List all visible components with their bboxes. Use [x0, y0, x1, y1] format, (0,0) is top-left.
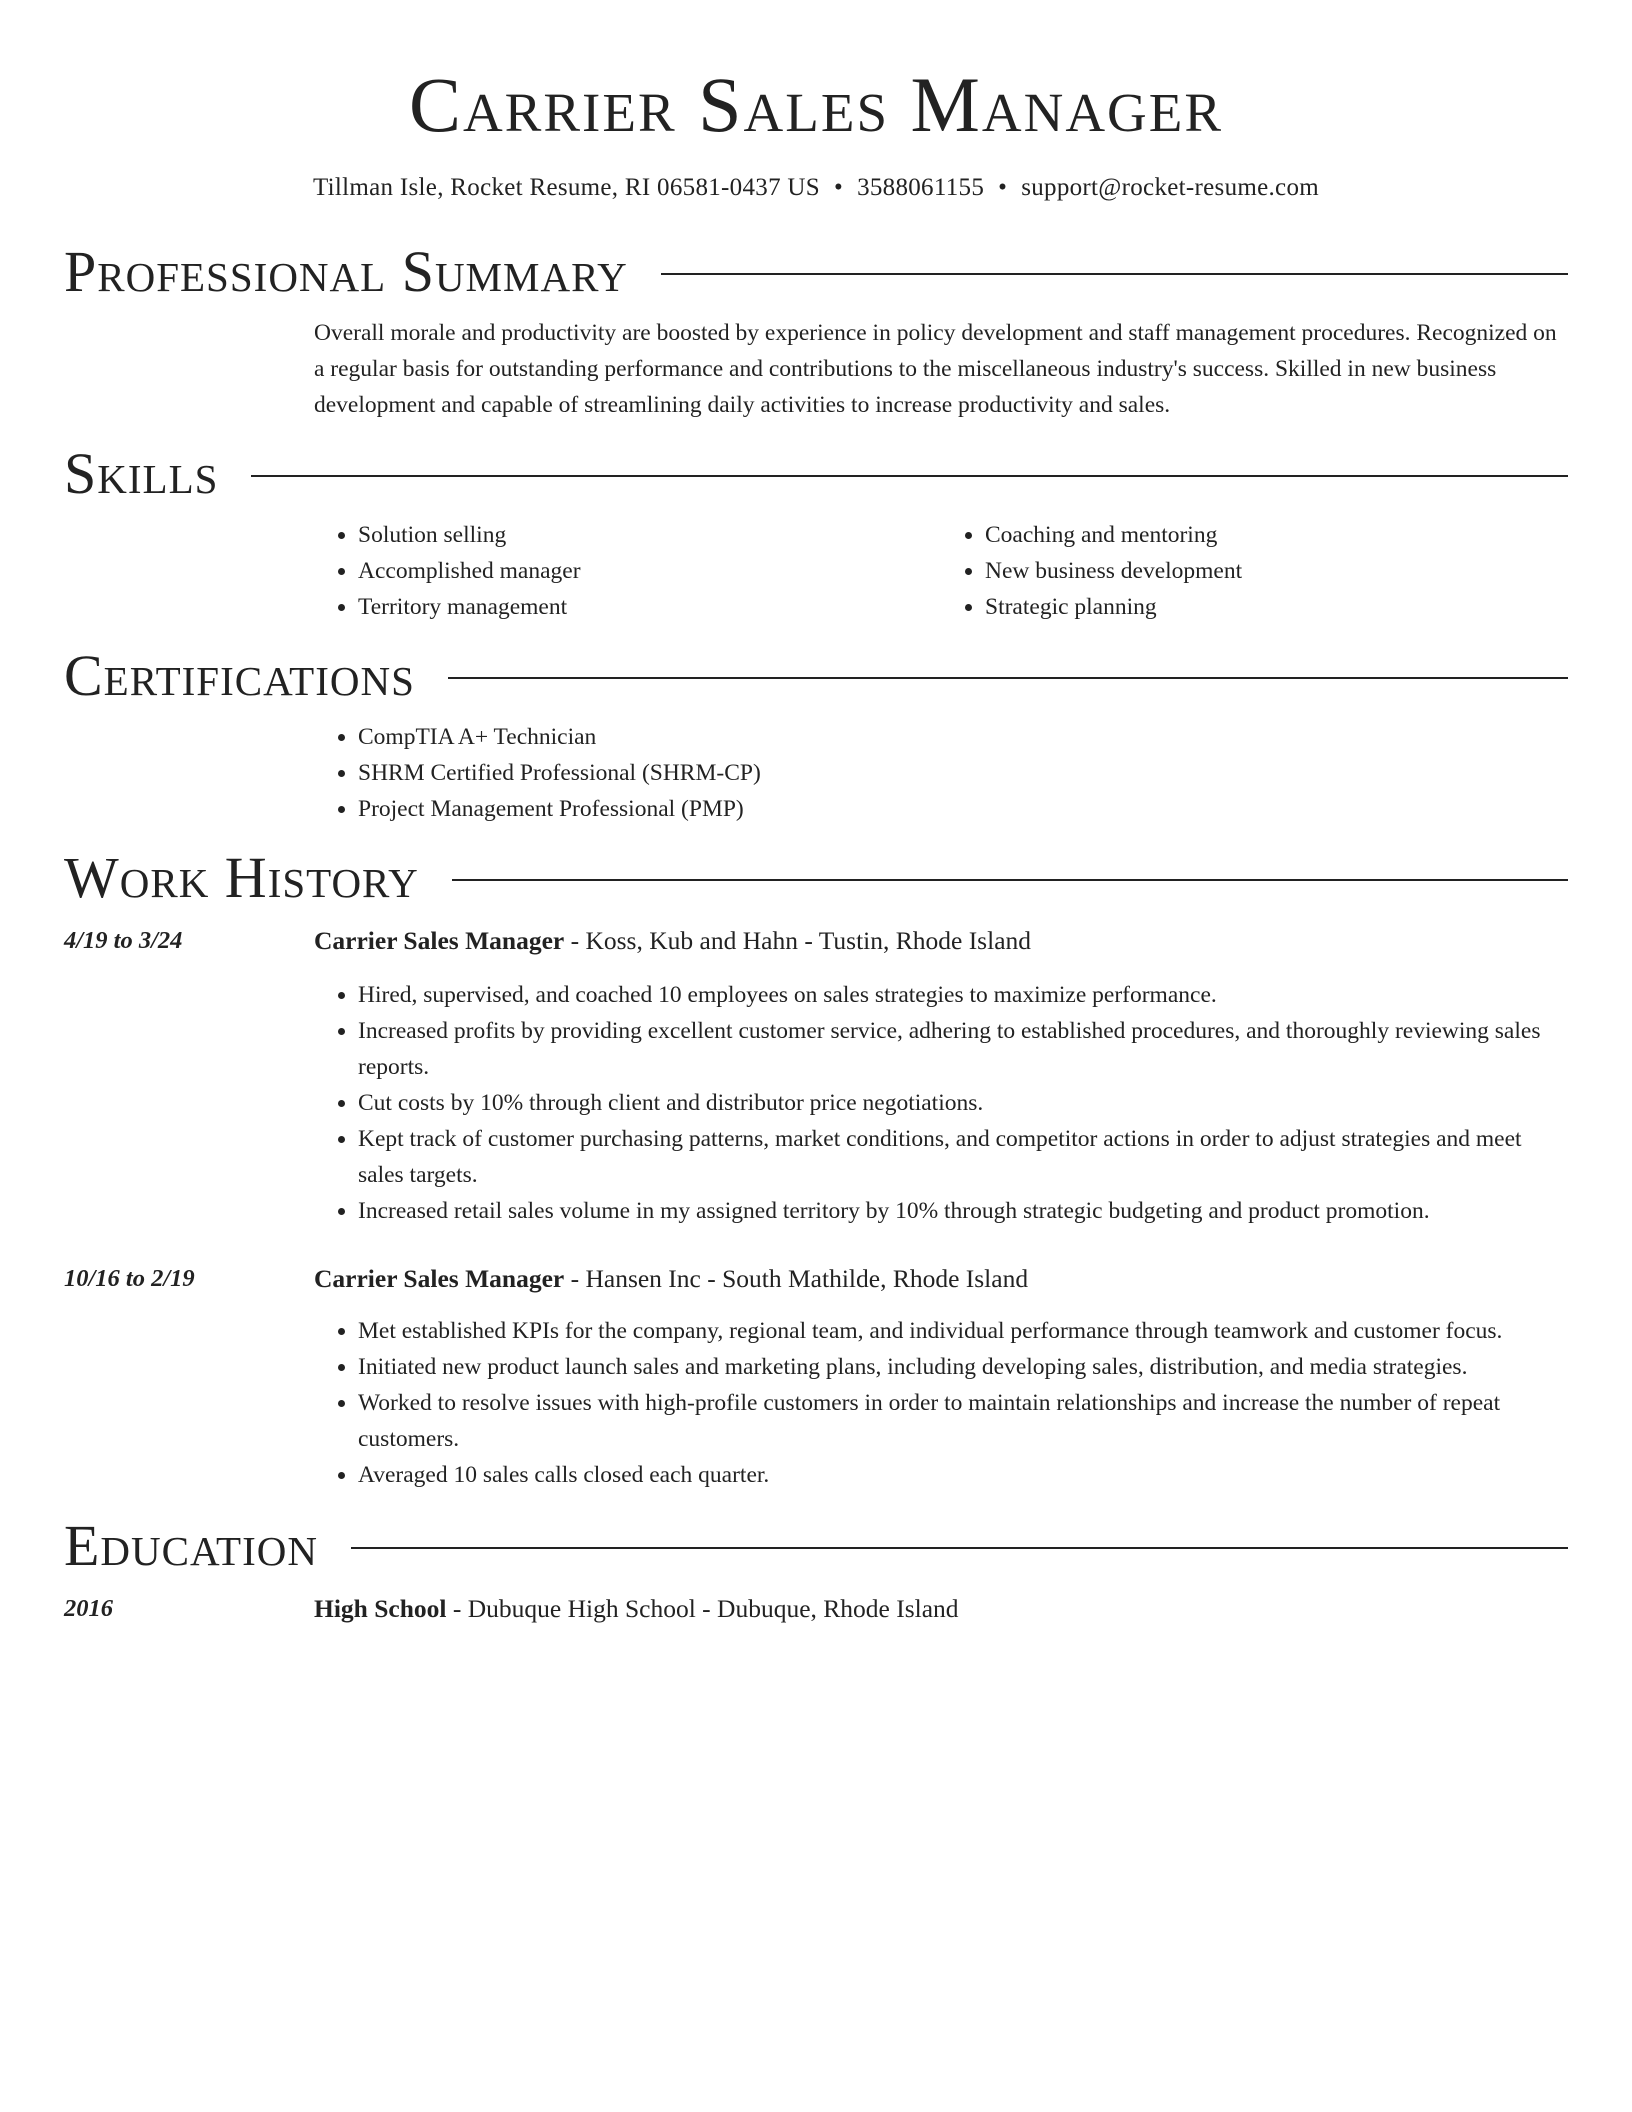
contact-phone: 3588061155 — [857, 174, 985, 201]
skills-section — [64, 443, 1568, 625]
job-entry — [64, 1261, 1568, 1493]
contact-separator: • — [834, 174, 844, 201]
work-history-title: Work History — [64, 845, 419, 910]
job-entry — [64, 923, 1568, 1229]
job-company: - Koss, Kub and Hahn - Tustin, Rhode Island — [564, 926, 1032, 955]
skill-item: • Solution selling — [358, 517, 941, 553]
section-divider — [351, 1547, 1568, 1549]
section-divider — [448, 677, 1568, 679]
job-bullet: • Hired, supervised, and coached 10 employees on sales strategies to maximize performance. — [358, 977, 1568, 1013]
job-bullet: • Worked to resolve issues with high-profile customers in order to maintain relationships and increase the number of repeat customers. — [358, 1385, 1568, 1457]
education-section — [64, 1515, 1568, 1627]
summary-section — [64, 241, 1568, 423]
certifications-section — [64, 645, 1568, 827]
education-entry — [64, 1591, 1568, 1627]
certification-item: • Project Management Professional (PMP) — [358, 791, 1568, 827]
certification-item: • SHRM Certified Professional (SHRM-CP) — [358, 755, 1568, 791]
certifications-title: Certifications — [64, 643, 415, 708]
education-heading — [314, 1591, 959, 1627]
job-heading — [314, 1261, 1028, 1297]
summary-title: Professional Summary — [64, 239, 628, 304]
contact-address: Tillman Isle, Rocket Resume, RI 06581-0437 US — [312, 174, 820, 201]
education-year: 2016 — [64, 1595, 113, 1622]
job-bullets — [314, 1313, 1568, 1493]
skills-header — [64, 443, 1568, 505]
certification-item: • CompTIA A+ Technician — [358, 719, 1568, 755]
job-bullet: • Cut costs by 10% through client and distributor price negotiations. — [358, 1085, 1568, 1121]
skill-item: • New business development — [985, 553, 1568, 589]
skills-title: Skills — [64, 441, 219, 506]
job-bullet: • Met established KPIs for the company, regional team, and individual performance through teamwork and customer focus. — [358, 1313, 1568, 1349]
education-school: - Dubuque High School - Dubuque, Rhode Island — [446, 1594, 959, 1623]
section-divider — [452, 879, 1568, 881]
skills-list — [314, 517, 1568, 625]
work-history-section — [64, 847, 1568, 1493]
job-dates: 10/16 to 2/19 — [64, 1265, 195, 1292]
education-title: Education — [64, 1513, 318, 1578]
job-bullet: • Increased retail sales volume in my assigned territory by 10% through strategic budgeting and product promotion. — [358, 1193, 1568, 1229]
contact-email: support@rocket-resume.com — [1021, 174, 1319, 201]
summary-header — [64, 241, 1568, 303]
skills-column-left — [314, 517, 941, 625]
certifications-header — [64, 645, 1568, 707]
job-company: - Hansen Inc - South Mathilde, Rhode Island — [564, 1264, 1029, 1293]
job-title: Carrier Sales Manager — [314, 926, 565, 955]
education-header — [64, 1515, 1568, 1577]
section-divider — [251, 475, 1568, 477]
summary-text: Overall morale and productivity are boosted by experience in policy development and staff management procedures. Recognized on a regular basis for outstanding performance and contributions to the miscellaneous industry's success. Skilled in new business development and capable of streamlining daily activities to increase productivity and sales. — [314, 320, 1557, 418]
job-bullets — [314, 977, 1568, 1229]
section-divider — [661, 273, 1568, 275]
job-title: Carrier Sales Manager — [314, 1264, 565, 1293]
skill-item: • Accomplished manager — [358, 553, 941, 589]
job-bullet: • Averaged 10 sales calls closed each quarter. — [358, 1457, 1568, 1493]
skill-item: • Coaching and mentoring — [985, 517, 1568, 553]
education-degree: High School — [314, 1594, 447, 1623]
certifications-list — [314, 719, 1568, 827]
job-heading — [314, 923, 1031, 959]
job-bullet: • Kept track of customer purchasing patterns, market conditions, and competitor actions in order to adjust strategies and meet sales targets. — [358, 1121, 1568, 1193]
resume-name: Carrier Sales Manager — [408, 61, 1224, 148]
contact-line — [64, 172, 1568, 204]
skill-item: • Territory management — [358, 589, 941, 625]
resume-page — [64, 0, 1568, 1627]
skills-column-right — [941, 517, 1568, 625]
skill-item: • Strategic planning — [985, 589, 1568, 625]
job-dates: 4/19 to 3/24 — [64, 927, 183, 954]
contact-separator: • — [998, 174, 1008, 201]
job-bullet: • Initiated new product launch sales and marketing plans, including developing sales, distribution, and media strategies. — [358, 1349, 1568, 1385]
job-bullet: • Increased profits by providing excellent customer service, adhering to established procedures, and thoroughly reviewing sales reports. — [358, 1013, 1568, 1085]
work-history-header — [64, 847, 1568, 909]
